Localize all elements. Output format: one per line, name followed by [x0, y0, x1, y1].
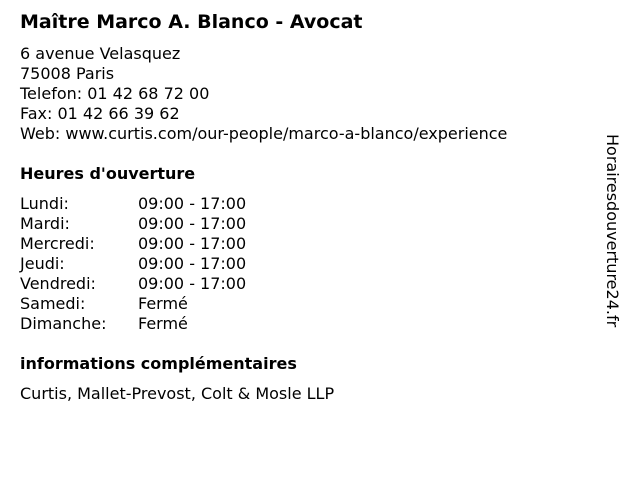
address-street: 6 avenue Velasquez — [20, 44, 181, 63]
site-watermark: Horairesdouverture24.fr — [603, 134, 622, 328]
hours-row-sunday — [20, 314, 246, 334]
day-label: Mardi: — [20, 214, 70, 233]
day-label: Lundi: — [20, 194, 69, 213]
day-label: Samedi: — [20, 294, 86, 313]
hours-row-monday — [20, 194, 246, 214]
time-value: 09:00 - 17:00 — [138, 274, 247, 293]
time-value: 09:00 - 17:00 — [138, 194, 247, 213]
day-label: Mercredi: — [20, 234, 95, 253]
additional-info-heading: informations complémentaires — [20, 354, 297, 373]
time-value: Fermé — [138, 314, 188, 333]
time-value: 09:00 - 17:00 — [138, 234, 247, 253]
day-label: Vendredi: — [20, 274, 96, 293]
website-text: Web: www.curtis.com/our-people/marco-a-blanco/experience — [20, 124, 508, 143]
phone-number: Telefon: 01 42 68 72 00 — [20, 84, 210, 103]
hours-row-saturday — [20, 294, 246, 314]
page-title: Maître Marco A. Blanco - Avocat — [20, 11, 363, 33]
opening-hours-list — [20, 194, 246, 334]
time-value: 09:00 - 17:00 — [138, 214, 247, 233]
additional-info-text: Curtis, Mallet-Prevost, Colt & Mosle LLP — [20, 384, 335, 403]
time-value: 09:00 - 17:00 — [138, 254, 247, 273]
address-block — [20, 44, 507, 144]
opening-hours-heading: Heures d'ouverture — [20, 164, 196, 183]
time-value: Fermé — [138, 294, 188, 313]
address-city: 75008 Paris — [20, 64, 115, 83]
fax-number: Fax: 01 42 66 39 62 — [20, 104, 180, 123]
hours-row-wednesday — [20, 234, 246, 254]
hours-row-tuesday — [20, 214, 246, 234]
hours-row-friday — [20, 274, 246, 294]
hours-row-thursday — [20, 254, 246, 274]
day-label: Dimanche: — [20, 314, 107, 333]
day-label: Jeudi: — [20, 254, 65, 273]
